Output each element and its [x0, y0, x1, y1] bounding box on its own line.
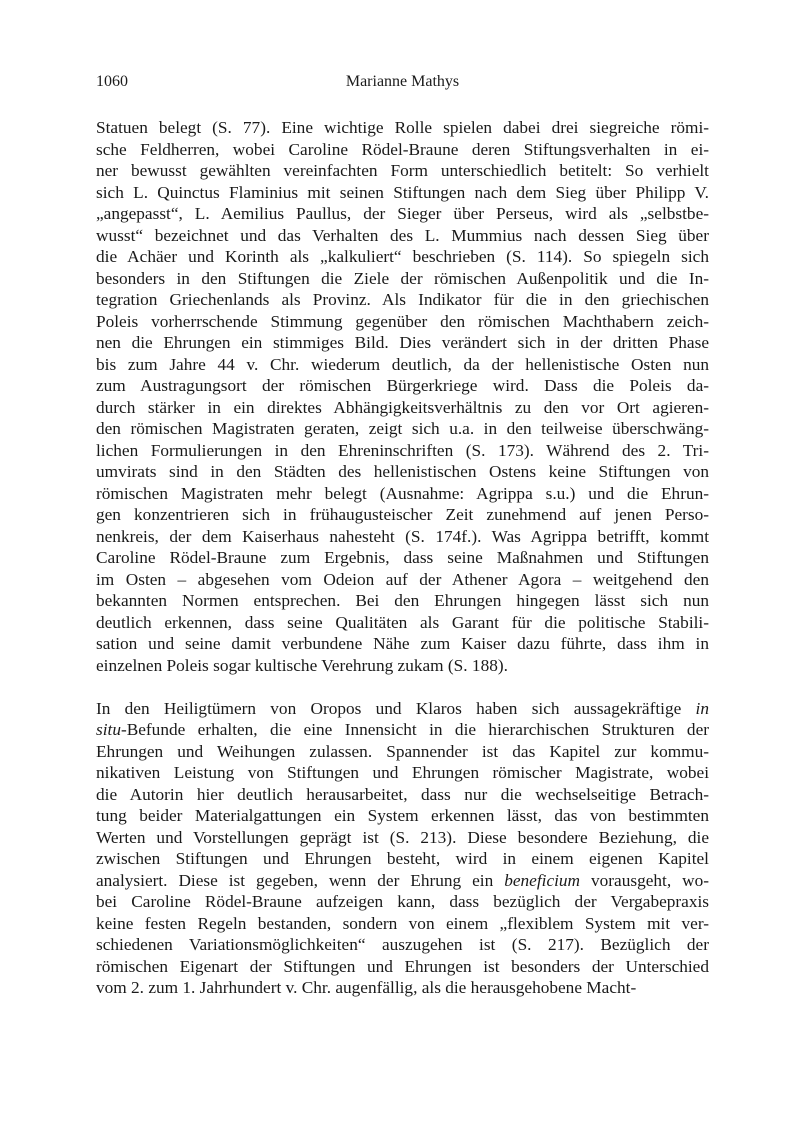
text-segment: lichen Formulierungen in den Ehreninschriften (S. 173). Während des 2. Tri- — [96, 440, 709, 460]
text-line — [96, 891, 709, 913]
text-segment: keine festen Regeln bestanden, sondern von einem „flexiblem System mit ver- — [96, 913, 709, 933]
text-line — [96, 784, 709, 806]
text-segment: nen die Ehrungen ein stimmiges Bild. Dies verändert sich in der dritten Phase — [96, 333, 709, 352]
text-segment: nikativen Leistung von Stiftungen und Ehrungen römischer Magistrate, wobei — [96, 763, 709, 782]
text-segment: ner bewusst gewählten vereinfachten Form unterschiedlich betitelt: So verhielt — [96, 161, 709, 180]
text-segment: durch stärker in ein direktes Abhängigkeitsverhältnis zu den vor Ort agieren- — [96, 397, 709, 417]
text-segment: Werten und Vorstellungen geprägt ist (S. 213). Diese besondere Beziehung, die — [96, 827, 709, 847]
text-segment: sich L. Quinctus Flaminius mit seinen Stiftungen nach dem Sieg über Philipp V. — [96, 182, 709, 202]
text-segment: bei Caroline Rödel-Braune aufzeigen kann, dass bezüglich der Vergabepraxis — [96, 892, 709, 911]
text-line — [96, 870, 709, 892]
text-segment: zwischen Stiftungen und Ehrungen besteht, wird in einem eigenen Kapitel — [96, 849, 709, 868]
text-line — [96, 354, 709, 376]
text-line — [96, 332, 709, 354]
text-line — [96, 461, 709, 483]
text-segment: Caroline Rödel-Braune zum Ergebnis, dass seine Maßnahmen und Stiftungen — [96, 548, 709, 567]
text-segment: sation und seine damit verbundene Nähe zum Kaiser dazu führte, dass ihm in — [96, 634, 709, 653]
text-line — [96, 483, 709, 505]
text-line — [96, 569, 709, 591]
text-segment: römischen Magistraten mehr belegt (Ausnahme: Agrippa s.u.) und die Ehrun- — [96, 483, 709, 503]
text-line — [96, 698, 709, 720]
italic-term: situ — [96, 720, 121, 739]
text-line — [96, 934, 709, 956]
text-segment: bekannten Normen entsprechen. Bei den Ehrungen hingegen lässt sich nun — [96, 591, 709, 610]
running-title: Marianne Mathys — [345, 73, 460, 90]
text-segment: In den Heiligtümern von Oropos und Klaros haben sich aussagekräftige — [96, 698, 696, 718]
paragraph — [96, 117, 709, 676]
text-segment: tegration Griechenlands als Provinz. Als Indikator für die in den griechischen — [96, 290, 709, 309]
text-segment: gen konzentrieren sich in frühaugusteischer Zeit zunehmend auf jenen Perso- — [96, 505, 709, 524]
text-segment: bis zum Jahre 44 v. Chr. wiederum deutlich, da der hellenistische Osten nun — [96, 354, 709, 374]
text-segment: die Achäer und Korinth als „kalkuliert“ beschrieben (S. 114). So spiegeln sich — [96, 247, 709, 266]
text-segment: Ehrungen und Weihungen zulassen. Spannender ist das Kapitel zur kommu- — [96, 741, 709, 761]
text-segment: -Befunde erhalten, die eine Innensicht in die hierarchischen Strukturen der — [120, 720, 709, 739]
text-segment: nenkreis, der dem Kaiserhaus nahesteht (S. 174f.). Was Agrippa betrifft, kommt — [96, 526, 709, 546]
text-line — [96, 225, 709, 247]
text-line — [96, 246, 709, 268]
text-segment: die Autorin hier deutlich herausarbeitet, dass nur die wechselseitige Betrach- — [96, 784, 709, 804]
text-line — [96, 375, 709, 397]
text-line — [96, 741, 709, 763]
text-line — [96, 762, 709, 784]
text-segment: Statuen belegt (S. 77). Eine wichtige Rolle spielen dabei drei siegreiche römi- — [96, 118, 709, 137]
text-line — [96, 612, 709, 634]
text-segment: römischen Eigenart der Stiftungen und Ehrungen ist besonders der Unterschied — [96, 956, 709, 976]
running-head — [96, 72, 709, 96]
text-line — [96, 418, 709, 440]
text-segment: deutlich erkennen, dass seine Qualitäten als Garant für die politische Stabili- — [96, 612, 709, 632]
text-segment: analysiert. Diese ist gegeben, wenn der Ehrung ein — [96, 870, 505, 890]
text-line — [96, 289, 709, 311]
text-line — [96, 633, 709, 655]
text-line — [96, 526, 709, 548]
document-page — [96, 0, 709, 999]
text-line — [96, 913, 709, 935]
text-segment: zum Austragungsort der römischen Bürgerkriege wird. Dass die Poleis da- — [96, 376, 709, 395]
page-number: 1060 — [96, 73, 128, 90]
text-segment: im Osten – abgesehen vom Odeion auf der Athener Agora – weitgehend den — [96, 569, 709, 589]
text-segment: vom 2. zum 1. Jahrhundert v. Chr. augenfällig, als die herausgehobene Macht- — [96, 978, 637, 997]
text-line — [96, 268, 709, 290]
text-segment: tung beider Materialgattungen ein System erkennen lässt, das von bestimmten — [96, 806, 709, 825]
text-line — [96, 117, 709, 139]
text-segment: besonders in den Stiftungen die Ziele der römischen Außenpolitik und die In- — [96, 268, 709, 288]
text-line — [96, 827, 709, 849]
italic-term: in — [695, 698, 709, 718]
italic-term: beneficium — [504, 870, 581, 890]
text-line — [96, 182, 709, 204]
text-segment: sche Feldherren, wobei Caroline Rödel-Braune deren Stiftungsverhalten in ei- — [96, 139, 709, 159]
text-segment: „angepasst“, L. Aemilius Paullus, der Sieger über Perseus, wird als „selbstbe- — [96, 204, 709, 223]
text-line — [96, 160, 709, 182]
text-segment: den römischen Magistraten geraten, zeigt sich u.a. in den teilweise überschwäng- — [96, 419, 709, 438]
body-text — [96, 117, 709, 999]
text-segment: umvirats sind in den Städten des hellenistischen Ostens keine Stiftungen von — [96, 462, 709, 481]
paragraph — [96, 698, 709, 999]
text-segment: wusst“ bezeichnet und das Verhalten des L. Mummius nach dessen Sieg über — [96, 225, 709, 245]
text-line — [96, 440, 709, 462]
text-line — [96, 655, 709, 677]
text-line — [96, 311, 709, 333]
text-segment: einzelnen Poleis sogar kultische Verehrung zukam (S. 188). — [96, 655, 508, 675]
text-line — [96, 977, 709, 999]
text-line — [96, 848, 709, 870]
text-segment: schiedenen Variationsmöglichkeiten“ auszugehen ist (S. 217). Bezüglich der — [96, 935, 709, 954]
text-line — [96, 956, 709, 978]
text-segment: vorausgeht, wo- — [580, 870, 709, 890]
text-line — [96, 139, 709, 161]
text-line — [96, 590, 709, 612]
text-line — [96, 203, 709, 225]
text-line — [96, 805, 709, 827]
text-line — [96, 504, 709, 526]
text-segment: Poleis vorherrschende Stimmung gegenüber den römischen Machthabern zeich- — [96, 311, 709, 331]
text-line — [96, 719, 709, 741]
text-line — [96, 547, 709, 569]
text-line — [96, 397, 709, 419]
